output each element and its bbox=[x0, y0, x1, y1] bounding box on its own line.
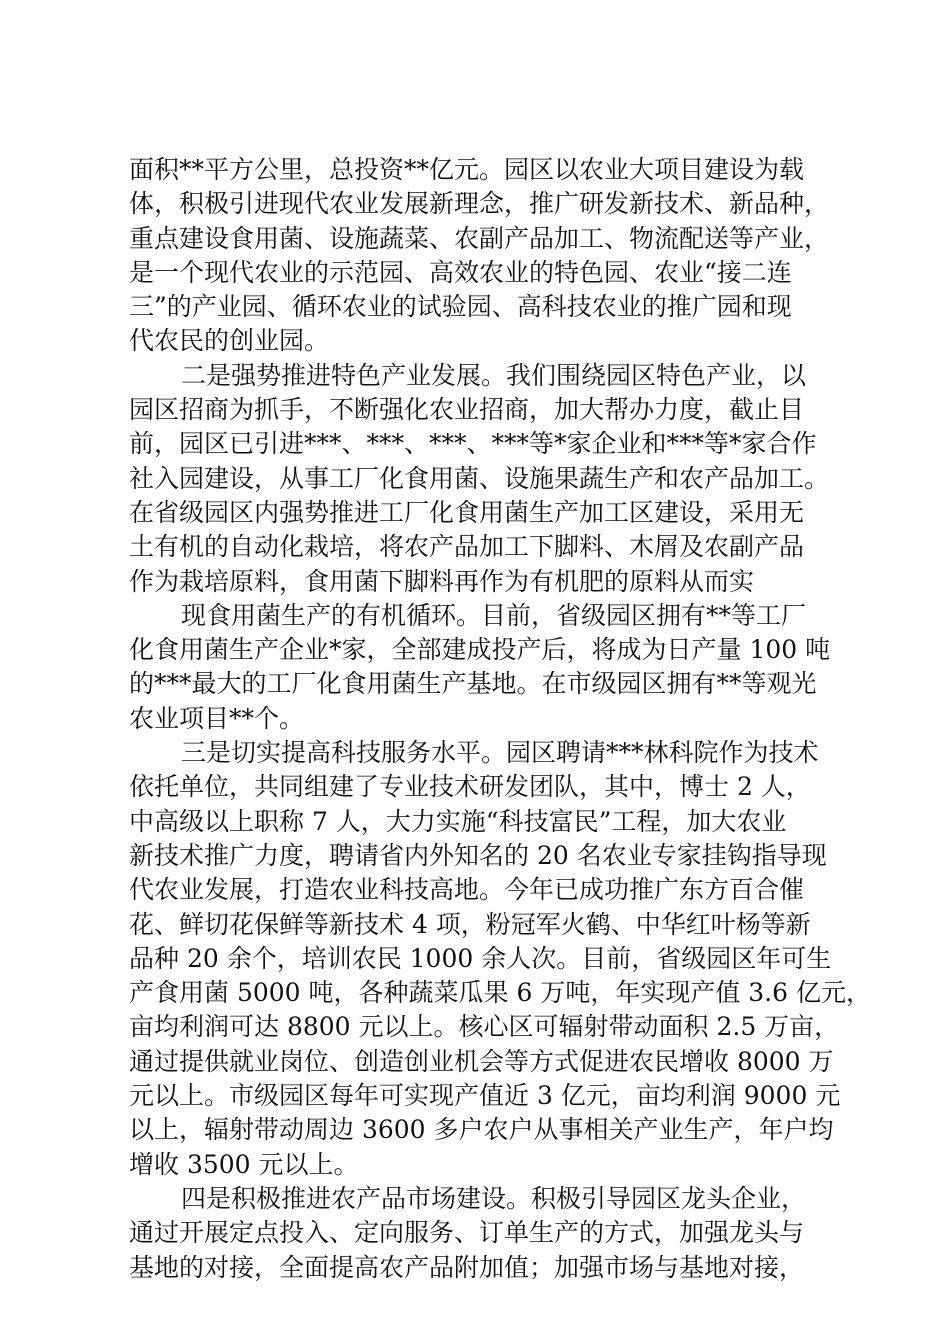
text-line: 四是积极推进农产品市场建设。积极引导园区龙头企业， bbox=[181, 1183, 807, 1213]
text-line: 三”的产业园、循环农业的试验园、高科技农业的推广园和现 bbox=[129, 292, 792, 322]
text-line: 园区招商为抓手，不断强化农业招商，加大帮办力度，截止目 bbox=[129, 395, 805, 425]
text-line: 以上，辐射带动周边 3600 多户农户从事相关产业生产，年户均 bbox=[129, 1115, 834, 1145]
text-line: 产食用菌 5000 吨，各种蔬菜瓜果 6 万吨，年实现产值 3.6 亿元， bbox=[129, 978, 871, 1008]
text-line: 在省级园区内强势推进工厂化食用菌生产加工区建设，采用无 bbox=[129, 497, 805, 527]
text-line: 代农民的创业园。 bbox=[129, 326, 330, 356]
paragraph-market-building bbox=[129, 1182, 829, 1285]
text-line: 前，园区已引进***、***、***、***等*家企业和***等*家合作 bbox=[129, 429, 817, 459]
paragraph-tech-service bbox=[129, 736, 871, 1182]
text-line: 增收 3500 元以上。 bbox=[129, 1149, 359, 1179]
text-line: 代农业发展，打造农业科技高地。今年已成功推广东方百合催 bbox=[129, 875, 805, 905]
text-line: 花、鲜切花保鲜等新技术 4 项，粉冠军火鹤、中华红叶杨等新 bbox=[129, 909, 811, 939]
text-line: 体，积极引进现代农业发展新理念，推广研发新技术、新品种， bbox=[129, 189, 830, 219]
paragraph-organic-cycle bbox=[129, 599, 829, 736]
text-line: 亩均利润可达 8800 元以上。核心区可辐射带动面积 2.5 万亩， bbox=[129, 1012, 840, 1042]
text-line: 中高级以上职称 7 人，大力实施“科技富民”工程，加大农业 bbox=[129, 806, 787, 836]
text-line: 重点建设食用菌、设施蔬菜、农副产品加工、物流配送等产业， bbox=[129, 223, 830, 253]
paragraph-park-overview bbox=[129, 153, 829, 359]
text-line: 农业项目**个。 bbox=[129, 703, 305, 733]
text-line: 现食用菌生产的有机循环。目前，省级园区拥有**等工厂 bbox=[181, 600, 807, 630]
text-line: 作为栽培原料，食用菌下脚料再作为有机肥的原料从而实 bbox=[129, 566, 755, 596]
text-line: 基地的对接，全面提高农产品附加值；加强市场与基地对接， bbox=[129, 1252, 805, 1282]
text-line: 面积**平方公里，总投资**亿元。园区以农业大项目建设为载 bbox=[129, 155, 805, 184]
text-line: 二是强势推进特色产业发展。我们围绕园区特色产业，以 bbox=[181, 360, 807, 390]
text-line: 新技术推广力度，聘请省内外知名的 20 名农业专家挂钩指导现 bbox=[129, 840, 827, 870]
text-line: 通过提供就业岗位、创造创业机会等方式促进农民增收 8000 万 bbox=[129, 1046, 834, 1076]
text-line: 三是切实提高科技服务水平。园区聘请***林科院作为技术 bbox=[181, 738, 819, 768]
paragraph-industry-development bbox=[129, 359, 829, 599]
text-line: 土有机的自动化栽培，将农产品加工下脚料、木屑及农副产品 bbox=[129, 532, 805, 562]
text-line: 社入园建设，从事工厂化食用菌、设施果蔬生产和农产品加工。 bbox=[129, 463, 830, 493]
text-line: 通过开展定点投入、定向服务、订单生产的方式，加强龙头与 bbox=[129, 1218, 805, 1248]
text-line: 化食用菌生产企业*家，全部建成投产后，将成为日产量 100 吨 bbox=[129, 635, 831, 665]
text-line: 的***最大的工厂化食用菌生产基地。在市级园区拥有**等观光 bbox=[129, 669, 817, 699]
text-line: 是一个现代农业的示范园、高效农业的特色园、农业“接二连 bbox=[129, 257, 792, 287]
text-line: 依托单位，共同组建了专业技术研发团队，其中，博士 2 人， bbox=[129, 772, 811, 802]
text-line: 品种 20 余个，培训农民 1000 余人次。目前，省级园区年可生 bbox=[129, 943, 832, 973]
document-body bbox=[129, 153, 871, 1285]
text-line: 元以上。市级园区每年可实现产值近 3 亿元，亩均利润 9000 元 bbox=[129, 1081, 841, 1111]
